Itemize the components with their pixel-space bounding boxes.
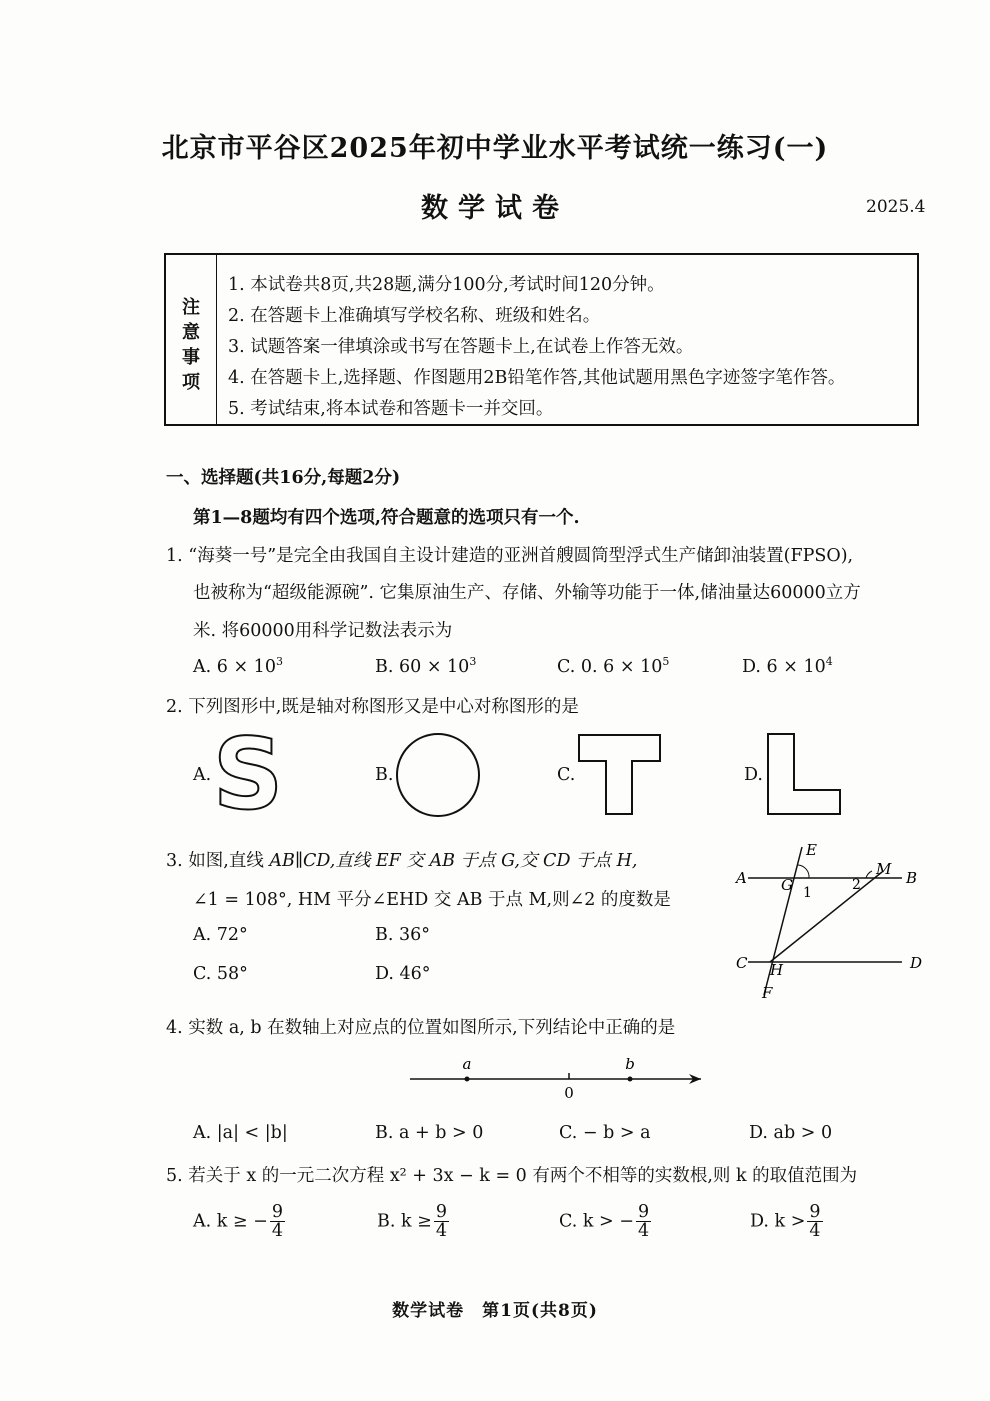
angle-1-arc bbox=[798, 865, 809, 878]
q2-stem: 2. 下列图形中,既是轴对称图形又是中心对称图形的是 bbox=[166, 697, 579, 717]
label-a: A bbox=[736, 869, 747, 887]
q1-option-a-exp: 3 bbox=[275, 655, 283, 668]
q2-option-b-label: B. bbox=[375, 765, 394, 785]
s-shape: S bbox=[212, 730, 284, 816]
notice-item: 5. 考试结束,将本试卷和答题卡一并交回。 bbox=[228, 399, 554, 419]
fraction bbox=[807, 1203, 822, 1241]
label-angle-2: 2 bbox=[852, 877, 861, 893]
parallel-lines-figure bbox=[730, 835, 930, 1005]
q3-stem-line1 bbox=[166, 847, 637, 872]
q5-option-a bbox=[193, 1203, 285, 1241]
q4-option-b: B. a + b > 0 bbox=[375, 1123, 484, 1143]
circle-figure bbox=[394, 730, 484, 820]
label-m: M bbox=[876, 860, 892, 878]
fraction-denominator: 4 bbox=[637, 1221, 650, 1242]
q1-option-d bbox=[742, 655, 833, 677]
point-a bbox=[465, 1077, 470, 1082]
q1-option-b-text: B. 60 × 10 bbox=[375, 656, 470, 677]
notice-item: 3. 试题答案一律填涂或书写在答题卡上,在试卷上作答无效。 bbox=[228, 337, 694, 357]
t-shape bbox=[579, 735, 660, 814]
number-line-figure bbox=[405, 1050, 715, 1105]
label-point-b: b bbox=[625, 1055, 635, 1073]
q1-option-a bbox=[193, 655, 283, 677]
fraction bbox=[434, 1203, 449, 1241]
fraction-denominator: 4 bbox=[435, 1221, 447, 1242]
fraction-numerator: 9 bbox=[637, 1202, 650, 1222]
notice-item: 2. 在答题卡上准确填写学校名称、班级和姓名。 bbox=[228, 306, 601, 326]
notice-heading bbox=[166, 255, 217, 424]
q1-option-d-exp: 4 bbox=[825, 655, 833, 668]
q5-option-b bbox=[377, 1203, 449, 1241]
q5-stem: 5. 若关于 x 的一元二次方程 x² + 3x − k = 0 有两个不相等的实数根,则 k 的取值范围为 bbox=[166, 1166, 858, 1186]
q4-option-a: A. |a| < |b| bbox=[193, 1123, 288, 1143]
q1-option-c-text: C. 0. 6 × 10 bbox=[557, 656, 663, 677]
notice-item: 4. 在答题卡上,选择题、作图题用2B铅笔作答,其他试题用黑色字迹签字笔作答。 bbox=[228, 368, 846, 388]
q1-option-a-text: A. 6 × 10 bbox=[193, 656, 276, 677]
q3-stem-line1-pre: 3. 如图,直线 bbox=[166, 851, 264, 871]
fraction-numerator: 9 bbox=[271, 1202, 283, 1222]
q5-option-b-text: B. k ≥ bbox=[377, 1211, 432, 1232]
notice-heading-char: 项 bbox=[182, 372, 200, 393]
q1-option-b-exp: 3 bbox=[469, 655, 477, 668]
fraction-numerator: 9 bbox=[435, 1202, 447, 1222]
point-b bbox=[628, 1077, 633, 1082]
q1-stem-line3: 米. 将60000用科学记数法表示为 bbox=[193, 621, 453, 641]
q5-option-d bbox=[750, 1203, 823, 1241]
fraction-numerator: 9 bbox=[809, 1202, 821, 1222]
exam-title: 北京市平谷区2025年初中学业水平考试统一练习(一) bbox=[161, 133, 829, 164]
q3-option-a: A. 72° bbox=[193, 925, 248, 945]
q2-option-a-label: A. bbox=[193, 765, 212, 785]
circle-shape bbox=[397, 734, 479, 816]
notice-heading-char: 事 bbox=[182, 347, 200, 368]
page-footer: 数学试卷 第1页(共8页) bbox=[392, 1301, 598, 1321]
q5-option-c-text: C. k > − bbox=[559, 1211, 634, 1232]
exam-subtitle: 数学试卷 bbox=[421, 193, 569, 224]
notice-heading-char: 注 bbox=[182, 297, 200, 318]
q1-option-c bbox=[557, 655, 669, 677]
q1-option-b bbox=[375, 655, 476, 677]
q1-option-c-exp: 5 bbox=[662, 655, 670, 668]
fraction-denominator: 4 bbox=[271, 1221, 283, 1242]
t-shape-figure bbox=[576, 730, 666, 820]
q2-option-d-label: D. bbox=[744, 765, 763, 785]
q1-stem-line2: 也被称为“超级能源碗”. 它集原油生产、存储、外输等功能于一体,储油量达60000立方 bbox=[193, 583, 861, 603]
label-point-a: a bbox=[462, 1055, 472, 1073]
q1-option-d-text: D. 6 × 10 bbox=[742, 656, 826, 677]
notice-box bbox=[164, 253, 919, 426]
q4-option-c: C. − b > a bbox=[559, 1123, 651, 1143]
q5-option-d-text: D. k > bbox=[750, 1211, 806, 1232]
label-b: B bbox=[906, 869, 918, 887]
angle-2-arc bbox=[866, 871, 872, 878]
q3-stem-line2: ∠1 = 108°, HM 平分∠EHD 交 AB 于点 M,则∠2 的度数是 bbox=[193, 890, 671, 910]
label-e: E bbox=[806, 841, 817, 859]
label-g: G bbox=[781, 876, 793, 894]
q4-option-d: D. ab > 0 bbox=[749, 1123, 833, 1143]
fraction bbox=[270, 1203, 285, 1241]
notice-item: 1. 本试卷共8页,共28题,满分100分,考试时间120分钟。 bbox=[228, 275, 665, 295]
label-c: C bbox=[736, 954, 748, 972]
l-shape bbox=[768, 734, 840, 814]
label-h: H bbox=[770, 961, 784, 979]
q3-option-d: D. 46° bbox=[375, 964, 431, 984]
label-f: F bbox=[762, 984, 773, 1002]
q1-stem-line1: 1. “海葵一号”是完全由我国自主设计建造的亚洲首艘圆筒型浮式生产储卸油装置(FPSO), bbox=[166, 546, 854, 566]
exam-date: 2025.4 bbox=[866, 197, 926, 217]
q2-option-c-label: C. bbox=[557, 765, 576, 785]
q3-option-b: B. 36° bbox=[375, 925, 431, 945]
fraction-denominator: 4 bbox=[809, 1221, 821, 1242]
label-zero: 0 bbox=[564, 1084, 574, 1102]
section-instruction: 第1—8题均有四个选项,符合题意的选项只有一个. bbox=[193, 508, 580, 528]
q3-option-c: C. 58° bbox=[193, 964, 248, 984]
section-heading: 一、选择题(共16分,每题2分) bbox=[166, 468, 401, 488]
q4-stem: 4. 实数 a, b 在数轴上对应点的位置如图所示,下列结论中正确的是 bbox=[166, 1018, 676, 1038]
label-d: D bbox=[910, 954, 923, 972]
s-shape-figure bbox=[212, 730, 284, 816]
q3-stem-line1-rest: AB∥CD,直线 EF 交 AB 于点 G,交 CD 于点 H, bbox=[269, 851, 638, 871]
notice-heading-char: 意 bbox=[182, 322, 200, 343]
label-angle-1: 1 bbox=[803, 885, 812, 901]
q5-option-a-text: A. k ≥ − bbox=[193, 1211, 268, 1232]
q5-option-c bbox=[559, 1203, 651, 1241]
l-shape-figure bbox=[764, 730, 844, 820]
fraction bbox=[636, 1203, 651, 1241]
